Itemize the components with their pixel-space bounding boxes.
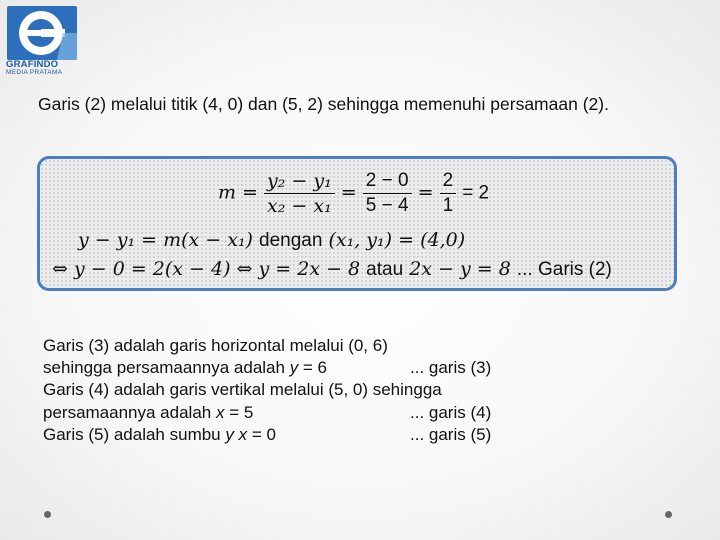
reduced-denominator: 1 (442, 195, 454, 216)
slope-result: = 2 (462, 182, 490, 204)
atau-word: atau (366, 259, 404, 280)
slope-lhs: m = (218, 181, 258, 204)
garis-5-ref: ... garis (5) (410, 424, 492, 444)
slope-numerator: y₂ − y₁ (264, 169, 335, 194)
logo-subtitle: MEDIA PRATAMA (6, 69, 63, 76)
slope-denominator: x₂ − x₁ (267, 195, 332, 217)
reduced-numerator: 2 (440, 169, 457, 194)
paragraph-line: Garis (5) adalah sumbu y x = 0 ... garis (5) (43, 424, 523, 446)
line-result (52, 258, 612, 281)
explanation-paragraph (43, 335, 523, 446)
value-denominator: 5 − 4 (365, 195, 409, 216)
paragraph-line: sehingga persamaannya adalah y = 6 ... garis (3) (43, 357, 523, 379)
slope-equation (218, 169, 489, 218)
logo-name: GRAFINDO (6, 59, 59, 70)
garis-3-ref: ... garis (3) (410, 358, 492, 378)
dengan-word: dengan (259, 230, 323, 251)
intro-text: Garis (2) melalui titik (4, 0) dan (5, 2) sehingga memenuhi persamaan (2). (38, 94, 609, 114)
slide-dot-left (44, 511, 51, 518)
paragraph-line: persamaannya adalah x = 5 ... garis (4) (43, 402, 523, 424)
final-equation: 2x − y = 8 (409, 258, 511, 280)
point-slope-line (78, 229, 465, 252)
paragraph-line: Garis (4) adalah garis vertikal melalui (5, 0) sehingga (43, 380, 442, 400)
garis-4-ref: ... garis (4) (410, 402, 492, 422)
paragraph-line: Garis (3) adalah garis horizontal melalui (0, 6) (43, 336, 388, 355)
equation-box (37, 156, 677, 291)
value-numerator: 2 − 0 (363, 169, 412, 194)
equals-sign: = (340, 181, 357, 204)
derivation: ⇔ y − 0 = 2(x − 4) ⇔ y = 2x − 8 (52, 258, 361, 280)
slope-fraction (264, 169, 335, 218)
value-fraction (363, 169, 412, 218)
garis-2-ref: ... Garis (2) (516, 259, 612, 280)
equals-sign: = (417, 181, 434, 204)
point-slope-formula: y − y₁ = m(x − x₁) (78, 229, 253, 251)
reduced-fraction (440, 169, 457, 218)
point-coords: (x₁, y₁) = (4,0) (328, 229, 466, 251)
slide-dot-right (665, 511, 672, 518)
